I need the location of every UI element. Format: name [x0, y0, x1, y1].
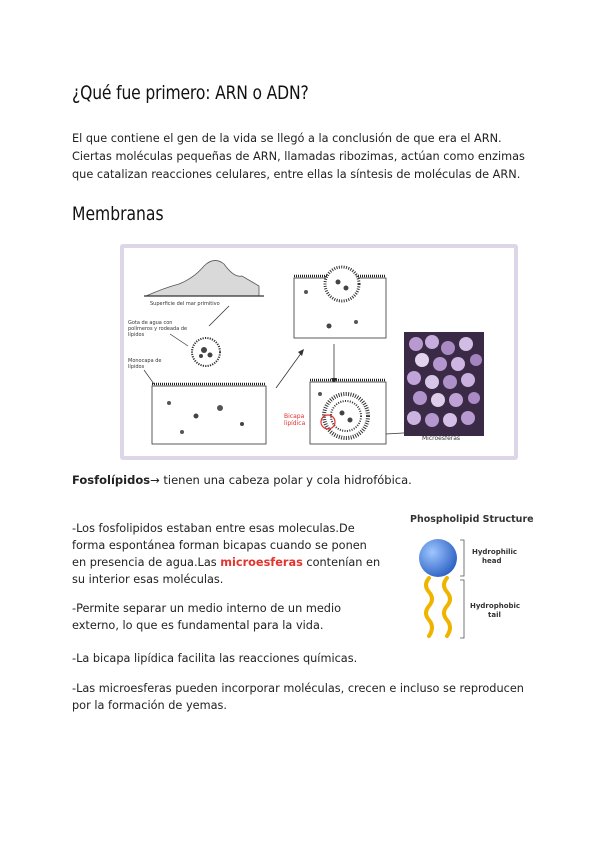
microsphere-micrograph: [404, 332, 484, 436]
arrow-symbol: →: [150, 473, 160, 487]
bullet-1-text-b: contenían en su interior esas moléculas.: [72, 556, 381, 586]
bullet-1: [72, 520, 382, 588]
phospholipid-title: Phospholipid Structure: [410, 514, 534, 525]
tail-left-icon: [426, 578, 432, 636]
water-box-bottom: [310, 380, 386, 444]
label-microspheres: Microesferas: [422, 435, 461, 442]
tail-label-1: Hydrophobic: [470, 602, 521, 610]
label-drop-1: Gota de agua con: [128, 320, 173, 326]
section-title-arn-adn: ¿Qué fue primero: ARN o ADN?: [72, 82, 309, 104]
tail-label-2: tail: [488, 611, 501, 619]
tail-right-icon: [444, 578, 450, 636]
water-box-left: [152, 384, 266, 444]
label-surface: Superficie del mar primitivo: [150, 301, 220, 307]
membrane-diagram: [124, 248, 514, 456]
bullet-1-text-a: -Los fosfolipidos estaban entre esas moleculas.De forma espontánea forman bicapas cuando se ponen en presencia de agua.Las: [72, 522, 367, 569]
phospholipid-diagram: [398, 510, 548, 655]
head-label-2: head: [482, 557, 502, 565]
label-bilayer-1: Bicapa: [284, 413, 305, 420]
label-monolayer-1: Monocapa de: [128, 358, 162, 364]
head-label-1: Hydrophilic: [472, 548, 518, 556]
label-bilayer-2: lipídica: [284, 420, 306, 427]
label-drop-2: polímeros y rodeada de: [128, 326, 188, 332]
membrane-origin-figure: [120, 244, 518, 460]
bullet-4: -Las microesferas pueden incorporar moléculas, crecen e incluso se reproducen por la formación de yemas.: [72, 682, 524, 712]
bullet-3: -La bicapa lipídica facilita las reacciones químicas.: [72, 652, 358, 665]
bullet-2: -Permite separar un medio interno de un medio externo, lo que es fundamental para la vida.: [72, 602, 341, 632]
water-box-top: [294, 267, 386, 338]
arn-paragraph: El que contiene el gen de la vida se llegó a la conclusión de que era el ARN. Ciertas moléculas pequeñas de ARN, llamadas ribozimas, actúan como enzimas que catalizan reacciones celulares, entre ellas la síntesis de moléculas de ARN.: [72, 132, 525, 181]
head-bracket: [460, 540, 464, 576]
fosfolipidos-line: [72, 473, 412, 487]
label-drop-3: lípidos: [128, 332, 145, 338]
lipid-drop-illustration: [192, 338, 220, 366]
label-monolayer-2: lípidos: [128, 364, 145, 370]
section-title-membranas: Membranas: [72, 203, 164, 225]
sea-surface-illustration: [144, 260, 264, 296]
fosfolipidos-term: Fosfolípidos: [72, 473, 151, 487]
phospholipid-structure-figure: [398, 510, 548, 655]
arrow-surface-drop: [209, 306, 229, 326]
tail-bracket: [460, 580, 464, 638]
microesferas-highlight: microesferas: [220, 556, 303, 569]
fosfolipidos-definition: tienen una cabeza polar y cola hidrofóbica.: [159, 473, 412, 487]
hydrophilic-head-icon: [419, 539, 457, 577]
